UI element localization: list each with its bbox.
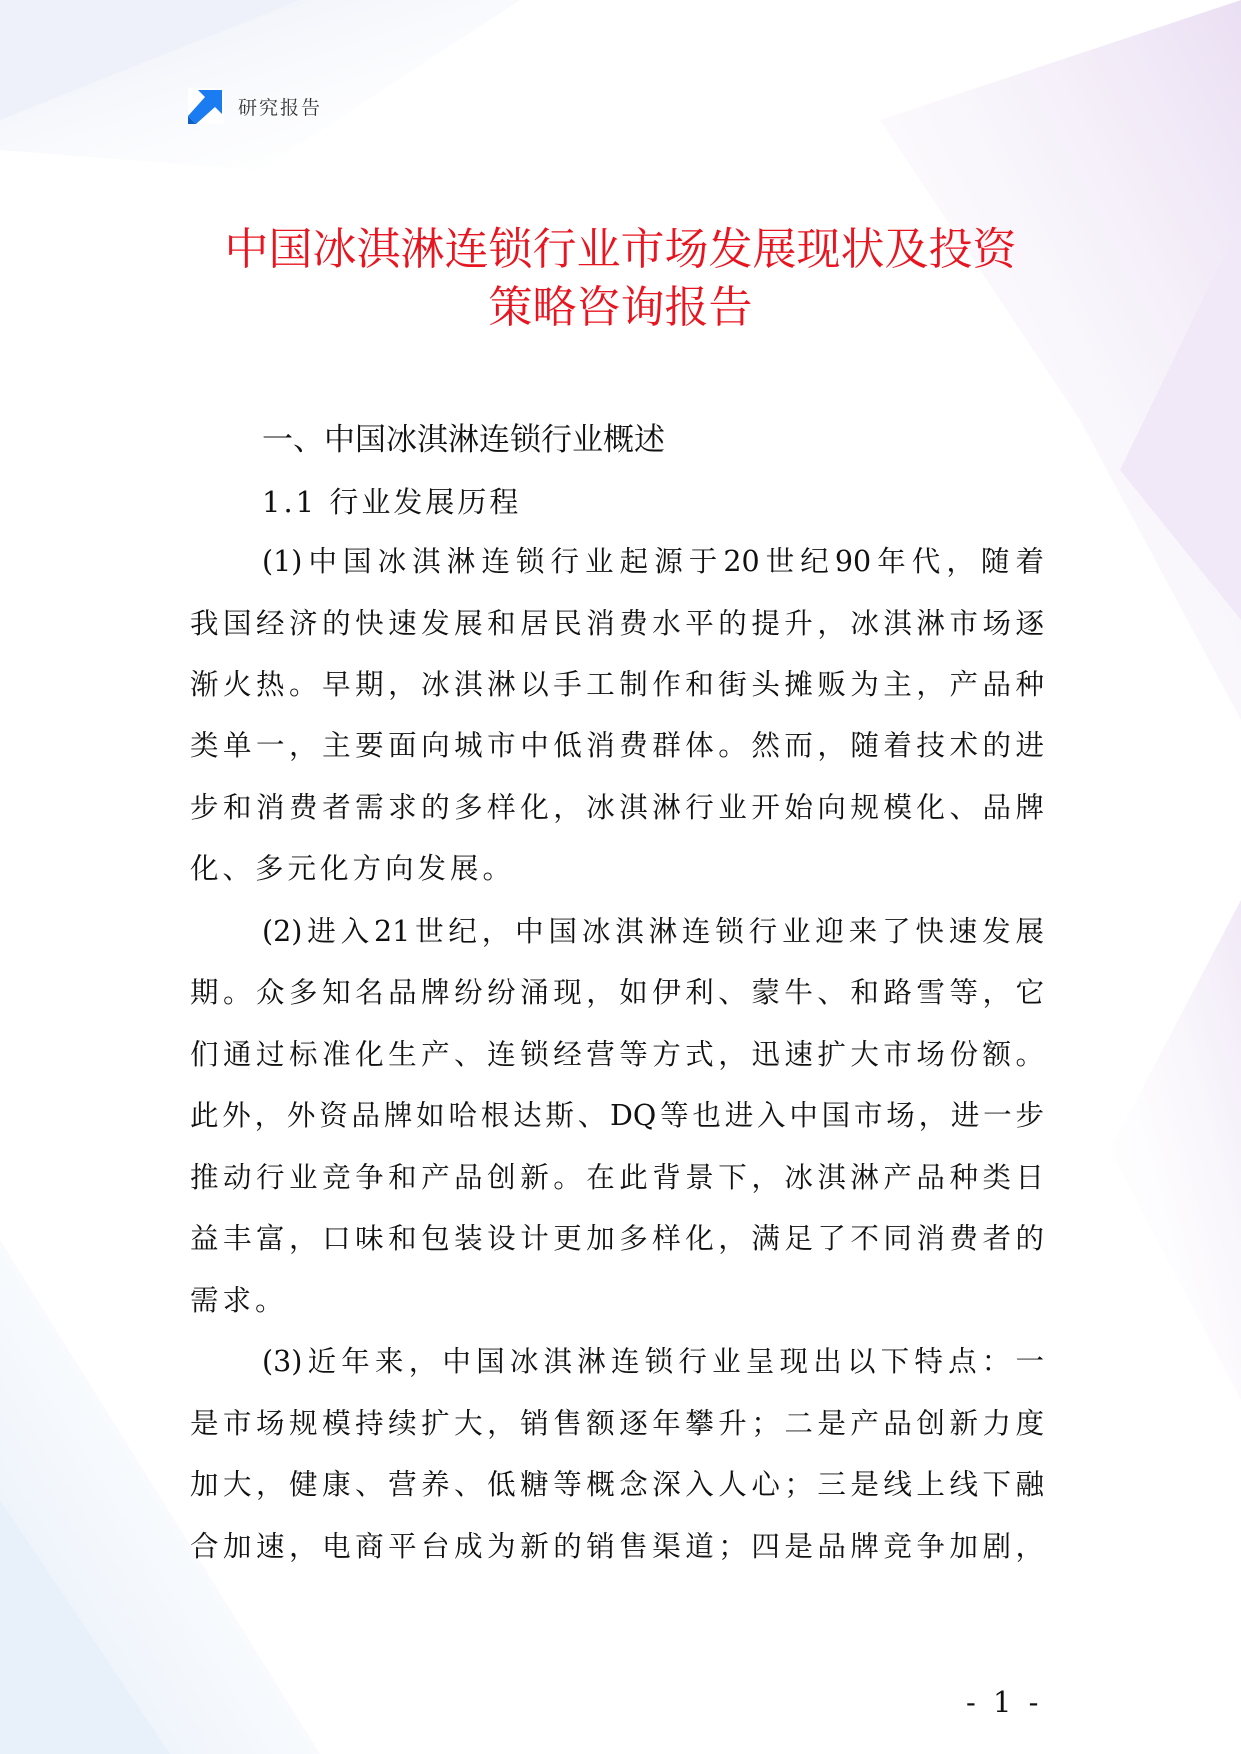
arrow-up-right-icon [188, 88, 224, 124]
paragraph-line: 合加速，电商平台成为新的销售渠道；四是品牌竞争加剧， [190, 1530, 1044, 1563]
paragraph-line: 加大，健康、营养、低糖等概念深入人心；三是线上线下融 [190, 1468, 1044, 1501]
paragraph-line: (3)近年来，中国冰淇淋连锁行业呈现出以下特点：一 [262, 1345, 1044, 1378]
paragraph-line: 是市场规模持续扩大，销售额逐年攀升；二是产品创新力度 [190, 1407, 1044, 1440]
report-title-line-2: 策略咨询报告 [488, 282, 753, 333]
paragraph-line: 推动行业竞争和产品创新。在此背景下，冰淇淋产品种类日 [190, 1161, 1044, 1194]
paragraph-line: 期。众多知名品牌纷纷涌现，如伊利、蒙牛、和路雪等，它 [190, 976, 1044, 1009]
section-subheading: 1.1 行业发展历程 [262, 485, 522, 519]
paragraph-line: (2)进入21世纪，中国冰淇淋连锁行业迎来了快速发展 [262, 915, 1044, 948]
paragraph-line: 我国经济的快速发展和居民消费水平的提升，冰淇淋市场逐 [190, 607, 1044, 640]
paragraph-line: (1)中国冰淇淋连锁行业起源于20世纪90年代，随着 [262, 545, 1044, 578]
report-header [188, 88, 322, 124]
page-number: - 1 - [966, 1685, 1043, 1719]
paragraph-line: 需求。 [190, 1284, 288, 1317]
report-title-line-1: 中国冰淇淋连锁行业市场发展现状及投资 [224, 224, 1017, 275]
section-heading: 一、中国冰淇淋连锁行业概述 [262, 422, 665, 458]
paragraph-line: 此外，外资品牌如哈根达斯、DQ等也进入中国市场，进一步 [190, 1099, 1044, 1132]
paragraph-line: 渐火热。早期，冰淇淋以手工制作和街头摊贩为主，产品种 [190, 668, 1044, 701]
paragraph-line: 步和消费者需求的多样化，冰淇淋行业开始向规模化、品牌 [190, 791, 1044, 824]
paragraph-line: 益丰富，口味和包装设计更加多样化，满足了不同消费者的 [190, 1222, 1044, 1255]
paragraph-line: 类单一，主要面向城市中低消费群体。然而，随着技术的进 [190, 729, 1044, 762]
header-label: 研究报告 [238, 96, 323, 119]
paragraph-line: 化、多元化方向发展。 [190, 852, 516, 885]
paragraph-line: 们通过标准化生产、连锁经营等方式，迅速扩大市场份额。 [190, 1038, 1044, 1071]
